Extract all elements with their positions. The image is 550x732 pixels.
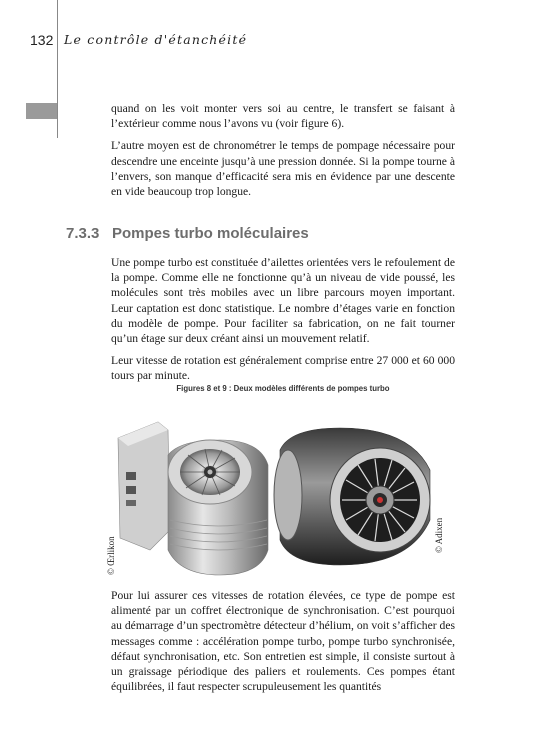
credit-left: © Œrlikon xyxy=(106,536,116,575)
adixen-pump xyxy=(274,428,430,565)
pump-photos xyxy=(110,410,450,585)
side-tab xyxy=(26,103,57,119)
page-number: 132 xyxy=(30,32,54,48)
intro-text xyxy=(111,101,455,206)
intro-paragraph-2: L’autre moyen est de chronométrer le temps de pompage nécessaire pour descendre une enceinte jusqu’à une pression donnée. Si la pompe tourne à l’envers, son manque d’efficacité sera mis en évidence par une descente en vide beaucoup trop longue. xyxy=(111,139,455,199)
figure xyxy=(106,410,450,585)
oerlikon-pump xyxy=(118,422,268,575)
section-heading xyxy=(66,225,309,242)
header-rule xyxy=(57,0,58,138)
closing-paragraph: Pour lui assurer ces vitesses de rotation élevées, ce type de pompe est alimenté par un coffret électronique de synchronisation. C’est pourquoi au démarrage d’un spectromètre détecteur d’hélium, on voit s’afficher des messages comme : accélération pompe turbo, pompe turbo synchronisée, défaut synchronisation, etc. Son entretien est simple, il consiste surtout à un graissage périodique des paliers et roulements. Ces pompes étant équilibrées, il faut respecter scrupuleusement les quantités xyxy=(111,589,455,694)
closing-text xyxy=(111,588,455,701)
section-paragraph-1: Une pompe turbo est constituée d’ailettes orientées vers le refoulement de la pompe. Comme elle ne fonctionne qu’à un niveau de vide poussé, les molécules sont très mobiles avec un libre parcours moyen important. Leur captation est donc statistique. Le nombre d’étages varie en fonction du modèle de pompe. Pour faciliter sa fabrication, on ne fait tourner qu’un étage sur deux créant ainsi un mouvement relatif. xyxy=(111,256,455,346)
intro-paragraph-1: quand on les voit monter vers soi au centre, le transfert se faisant à l’extérieur comme nous l’avons vu (voir figure 6). xyxy=(111,102,455,131)
section-paragraph-2: Leur vitesse de rotation est généralement comprise entre 27 000 et 60 000 tours par minute. xyxy=(111,354,455,383)
figure-caption: Figures 8 et 9 : Deux modèles différents de pompes turbo xyxy=(176,384,390,393)
section-text xyxy=(111,255,455,391)
section-title: Pompes turbo moléculaires xyxy=(112,225,309,242)
running-title: Le contrôle d'étanchéité xyxy=(64,32,248,47)
section-number: 7.3.3 xyxy=(66,225,100,242)
credit-right: © Adixen xyxy=(434,517,444,553)
